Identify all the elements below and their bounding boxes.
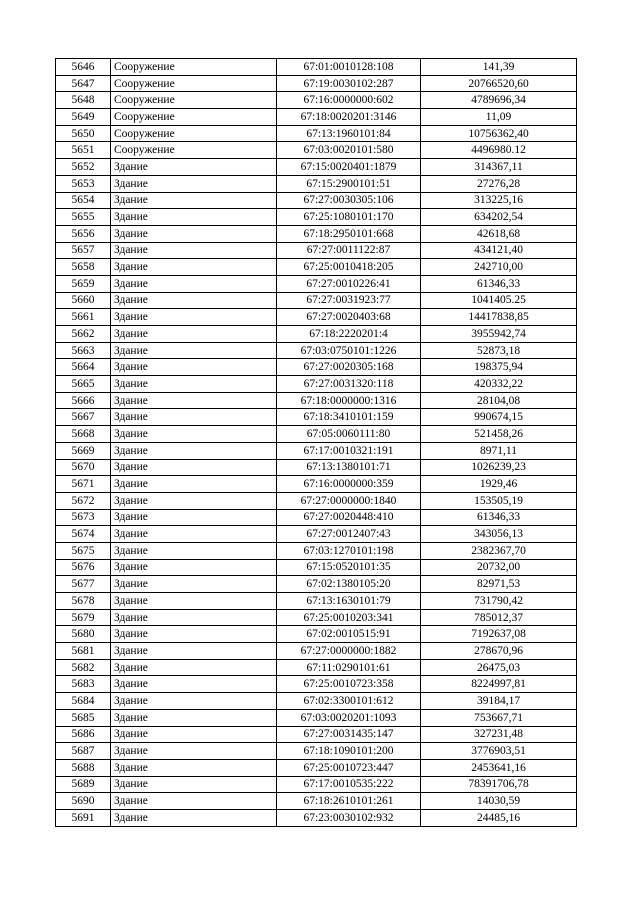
row-number-cell: 5689 (56, 776, 111, 793)
cadastral-number-cell: 67:18:3410101:159 (277, 409, 421, 426)
cadastral-number-cell: 67:18:0000000:1316 (277, 392, 421, 409)
object-type-cell: Здание (111, 376, 277, 393)
cadastral-number-cell: 67:27:0010226:41 (277, 275, 421, 292)
table-row (56, 259, 577, 276)
object-type-cell: Здание (111, 259, 277, 276)
cadastral-number-cell: 67:27:0020403:68 (277, 309, 421, 326)
object-type-cell: Здание (111, 342, 277, 359)
cadastral-value-cell: 8224997,81 (421, 676, 577, 693)
cadastral-value-cell: 634202,54 (421, 209, 577, 226)
table-row (56, 442, 577, 459)
cadastral-number-cell: 67:27:0031320:118 (277, 376, 421, 393)
cadastral-value-cell: 4496980.12 (421, 142, 577, 159)
table-row (56, 392, 577, 409)
object-type-cell: Сооружение (111, 75, 277, 92)
row-number-cell: 5652 (56, 159, 111, 176)
cadastral-value-cell: 14417838,85 (421, 309, 577, 326)
cadastral-value-cell: 1041405.25 (421, 292, 577, 309)
table-row (56, 125, 577, 142)
object-type-cell: Здание (111, 676, 277, 693)
object-type-cell: Здание (111, 476, 277, 493)
table-row (56, 192, 577, 209)
cadastral-number-cell: 67:16:0000000:359 (277, 476, 421, 493)
cadastral-number-cell: 67:27:0030305:106 (277, 192, 421, 209)
object-type-cell: Здание (111, 442, 277, 459)
table-row (56, 159, 577, 176)
table-row (56, 659, 577, 676)
row-number-cell: 5687 (56, 743, 111, 760)
row-number-cell: 5690 (56, 793, 111, 810)
cadastral-value-cell: 10756362,40 (421, 125, 577, 142)
row-number-cell: 5681 (56, 643, 111, 660)
table-row (56, 109, 577, 126)
table-row (56, 709, 577, 726)
object-type-cell: Здание (111, 743, 277, 760)
table-row (56, 492, 577, 509)
row-number-cell: 5682 (56, 659, 111, 676)
table-row (56, 75, 577, 92)
cadastral-number-cell: 67:03:0750101:1226 (277, 342, 421, 359)
row-number-cell: 5667 (56, 409, 111, 426)
table-row (56, 526, 577, 543)
object-type-cell: Здание (111, 593, 277, 610)
row-number-cell: 5665 (56, 376, 111, 393)
object-type-cell: Здание (111, 659, 277, 676)
object-type-cell: Здание (111, 242, 277, 259)
table-row (56, 275, 577, 292)
row-number-cell: 5661 (56, 309, 111, 326)
cadastral-number-cell: 67:25:1080101:170 (277, 209, 421, 226)
table-row (56, 793, 577, 810)
cadastral-number-cell: 67:15:0020401:1879 (277, 159, 421, 176)
cadastral-number-cell: 67:01:0010128:108 (277, 59, 421, 76)
object-type-cell: Здание (111, 192, 277, 209)
table-row (56, 242, 577, 259)
object-type-cell: Здание (111, 409, 277, 426)
row-number-cell: 5674 (56, 526, 111, 543)
cadastral-number-cell: 67:13:1380101:71 (277, 459, 421, 476)
cadastral-value-cell: 28104,08 (421, 392, 577, 409)
cadastral-value-cell: 2453641,16 (421, 759, 577, 776)
object-type-cell: Здание (111, 809, 277, 826)
object-type-cell: Здание (111, 776, 277, 793)
object-type-cell: Здание (111, 309, 277, 326)
cadastral-value-cell: 141,39 (421, 59, 577, 76)
cadastral-value-cell: 14030,59 (421, 793, 577, 810)
row-number-cell: 5688 (56, 759, 111, 776)
row-number-cell: 5680 (56, 626, 111, 643)
row-number-cell: 5663 (56, 342, 111, 359)
object-type-cell: Здание (111, 509, 277, 526)
cadastral-number-cell: 67:03:1270101:198 (277, 542, 421, 559)
cadastral-number-cell: 67:15:0520101:35 (277, 559, 421, 576)
cadastral-number-cell: 67:03:0020101:580 (277, 142, 421, 159)
row-number-cell: 5655 (56, 209, 111, 226)
cadastral-value-cell: 42618,68 (421, 225, 577, 242)
table-row (56, 542, 577, 559)
cadastral-number-cell: 67:27:0031435:147 (277, 726, 421, 743)
cadastral-number-cell: 67:27:0031923:77 (277, 292, 421, 309)
cadastral-value-cell: 4789696,34 (421, 92, 577, 109)
cadastral-number-cell: 67:03:0020201:1093 (277, 709, 421, 726)
cadastral-number-cell: 67:13:1630101:79 (277, 593, 421, 610)
row-number-cell: 5677 (56, 576, 111, 593)
cadastral-number-cell: 67:25:0010418:205 (277, 259, 421, 276)
table-row (56, 459, 577, 476)
table-row (56, 326, 577, 343)
table-row (56, 509, 577, 526)
table-row (56, 359, 577, 376)
table-row (56, 342, 577, 359)
row-number-cell: 5666 (56, 392, 111, 409)
cadastral-value-cell: 11,09 (421, 109, 577, 126)
row-number-cell: 5657 (56, 242, 111, 259)
cadastral-value-cell: 24485,16 (421, 809, 577, 826)
table-row (56, 292, 577, 309)
table-row (56, 726, 577, 743)
cadastral-value-cell: 1026239,23 (421, 459, 577, 476)
cadastral-value-cell: 314367,11 (421, 159, 577, 176)
table-row (56, 759, 577, 776)
cadastral-value-cell: 731790,42 (421, 593, 577, 610)
row-number-cell: 5675 (56, 542, 111, 559)
row-number-cell: 5653 (56, 175, 111, 192)
object-type-cell: Здание (111, 175, 277, 192)
cadastral-value-cell: 327231,48 (421, 726, 577, 743)
cadastral-number-cell: 67:17:0010321:191 (277, 442, 421, 459)
cadastral-number-cell: 67:27:0011122:87 (277, 242, 421, 259)
cadastral-value-cell: 3955942,74 (421, 326, 577, 343)
object-type-cell: Сооружение (111, 109, 277, 126)
cadastral-number-cell: 67:18:1090101:200 (277, 743, 421, 760)
cadastral-value-cell: 434121,40 (421, 242, 577, 259)
table-row (56, 309, 577, 326)
table-row (56, 376, 577, 393)
object-type-cell: Здание (111, 759, 277, 776)
table-row (56, 676, 577, 693)
object-type-cell: Здание (111, 492, 277, 509)
cadastral-number-cell: 67:02:3300101:612 (277, 693, 421, 710)
row-number-cell: 5660 (56, 292, 111, 309)
object-type-cell: Здание (111, 426, 277, 443)
cadastral-number-cell: 67:23:0030102:932 (277, 809, 421, 826)
cadastral-value-cell: 3776903,51 (421, 743, 577, 760)
row-number-cell: 5662 (56, 326, 111, 343)
cadastral-value-cell: 78391706,78 (421, 776, 577, 793)
cadastral-value-cell: 52873,18 (421, 342, 577, 359)
cadastral-value-cell: 198375,94 (421, 359, 577, 376)
table-row (56, 559, 577, 576)
object-type-cell: Сооружение (111, 59, 277, 76)
table-row (56, 409, 577, 426)
object-type-cell: Сооружение (111, 125, 277, 142)
object-type-cell: Здание (111, 209, 277, 226)
object-type-cell: Здание (111, 726, 277, 743)
object-type-cell: Здание (111, 643, 277, 660)
cadastral-value-cell: 343056,13 (421, 526, 577, 543)
cadastral-number-cell: 67:27:0020305:168 (277, 359, 421, 376)
cadastral-number-cell: 67:27:0000000:1882 (277, 643, 421, 660)
object-type-cell: Здание (111, 542, 277, 559)
cadastral-number-cell: 67:18:2220201:4 (277, 326, 421, 343)
cadastral-value-cell: 278670,96 (421, 643, 577, 660)
registry-table-body (56, 59, 577, 827)
row-number-cell: 5668 (56, 426, 111, 443)
cadastral-number-cell: 67:25:0010723:447 (277, 759, 421, 776)
table-row (56, 426, 577, 443)
table-row (56, 693, 577, 710)
object-type-cell: Здание (111, 392, 277, 409)
table-row (56, 776, 577, 793)
table-row (56, 743, 577, 760)
cadastral-value-cell: 242710,00 (421, 259, 577, 276)
cadastral-number-cell: 67:18:2950101:668 (277, 225, 421, 242)
cadastral-value-cell: 7192637,08 (421, 626, 577, 643)
row-number-cell: 5650 (56, 125, 111, 142)
row-number-cell: 5679 (56, 609, 111, 626)
cadastral-number-cell: 67:19:0030102:287 (277, 75, 421, 92)
row-number-cell: 5671 (56, 476, 111, 493)
object-type-cell: Здание (111, 693, 277, 710)
row-number-cell: 5656 (56, 225, 111, 242)
object-type-cell: Здание (111, 609, 277, 626)
object-type-cell: Здание (111, 576, 277, 593)
cadastral-value-cell: 61346,33 (421, 275, 577, 292)
object-type-cell: Здание (111, 526, 277, 543)
object-type-cell: Здание (111, 225, 277, 242)
row-number-cell: 5684 (56, 693, 111, 710)
cadastral-value-cell: 420332,22 (421, 376, 577, 393)
row-number-cell: 5651 (56, 142, 111, 159)
cadastral-number-cell: 67:27:0020448:410 (277, 509, 421, 526)
table-row (56, 92, 577, 109)
table-row (56, 809, 577, 826)
cadastral-number-cell: 67:13:1960101:84 (277, 125, 421, 142)
row-number-cell: 5685 (56, 709, 111, 726)
cadastral-number-cell: 67:11:0290101:61 (277, 659, 421, 676)
row-number-cell: 5646 (56, 59, 111, 76)
row-number-cell: 5647 (56, 75, 111, 92)
row-number-cell: 5669 (56, 442, 111, 459)
registry-table (55, 58, 577, 827)
row-number-cell: 5670 (56, 459, 111, 476)
cadastral-value-cell: 20732,00 (421, 559, 577, 576)
cadastral-value-cell: 785012,37 (421, 609, 577, 626)
row-number-cell: 5649 (56, 109, 111, 126)
table-row (56, 626, 577, 643)
object-type-cell: Здание (111, 793, 277, 810)
cadastral-value-cell: 313225,16 (421, 192, 577, 209)
cadastral-value-cell: 61346,33 (421, 509, 577, 526)
row-number-cell: 5672 (56, 492, 111, 509)
cadastral-value-cell: 990674,15 (421, 409, 577, 426)
row-number-cell: 5664 (56, 359, 111, 376)
cadastral-number-cell: 67:15:2900101:51 (277, 175, 421, 192)
cadastral-number-cell: 67:27:0000000:1840 (277, 492, 421, 509)
cadastral-number-cell: 67:25:0010203:341 (277, 609, 421, 626)
cadastral-value-cell: 2382367,70 (421, 542, 577, 559)
cadastral-value-cell: 153505,19 (421, 492, 577, 509)
object-type-cell: Здание (111, 359, 277, 376)
cadastral-number-cell: 67:25:0010723:358 (277, 676, 421, 693)
row-number-cell: 5658 (56, 259, 111, 276)
cadastral-value-cell: 1929,46 (421, 476, 577, 493)
cadastral-number-cell: 67:16:0000000:602 (277, 92, 421, 109)
row-number-cell: 5648 (56, 92, 111, 109)
table-row (56, 593, 577, 610)
cadastral-value-cell: 39184,17 (421, 693, 577, 710)
object-type-cell: Сооружение (111, 142, 277, 159)
cadastral-number-cell: 67:27:0012407:43 (277, 526, 421, 543)
cadastral-value-cell: 753667,71 (421, 709, 577, 726)
row-number-cell: 5654 (56, 192, 111, 209)
object-type-cell: Здание (111, 459, 277, 476)
cadastral-number-cell: 67:02:0010515:91 (277, 626, 421, 643)
cadastral-number-cell: 67:02:1380105:20 (277, 576, 421, 593)
object-type-cell: Здание (111, 275, 277, 292)
table-row (56, 576, 577, 593)
row-number-cell: 5673 (56, 509, 111, 526)
table-row (56, 59, 577, 76)
object-type-cell: Здание (111, 559, 277, 576)
table-row (56, 225, 577, 242)
table-row (56, 142, 577, 159)
row-number-cell: 5691 (56, 809, 111, 826)
table-row (56, 175, 577, 192)
object-type-cell: Здание (111, 159, 277, 176)
cadastral-value-cell: 26475,03 (421, 659, 577, 676)
cadastral-value-cell: 8971,11 (421, 442, 577, 459)
cadastral-number-cell: 67:05:0060111:80 (277, 426, 421, 443)
row-number-cell: 5683 (56, 676, 111, 693)
table-row (56, 209, 577, 226)
cadastral-value-cell: 27276,28 (421, 175, 577, 192)
cadastral-number-cell: 67:18:2610101:261 (277, 793, 421, 810)
object-type-cell: Здание (111, 626, 277, 643)
cadastral-number-cell: 67:17:0010535:222 (277, 776, 421, 793)
cadastral-value-cell: 82971,53 (421, 576, 577, 593)
object-type-cell: Сооружение (111, 92, 277, 109)
table-row (56, 609, 577, 626)
object-type-cell: Здание (111, 326, 277, 343)
cadastral-value-cell: 521458,26 (421, 426, 577, 443)
row-number-cell: 5678 (56, 593, 111, 610)
cadastral-value-cell: 20766520,60 (421, 75, 577, 92)
table-row (56, 476, 577, 493)
row-number-cell: 5659 (56, 275, 111, 292)
cadastral-number-cell: 67:18:0020201:3146 (277, 109, 421, 126)
row-number-cell: 5686 (56, 726, 111, 743)
object-type-cell: Здание (111, 292, 277, 309)
row-number-cell: 5676 (56, 559, 111, 576)
table-row (56, 643, 577, 660)
object-type-cell: Здание (111, 709, 277, 726)
